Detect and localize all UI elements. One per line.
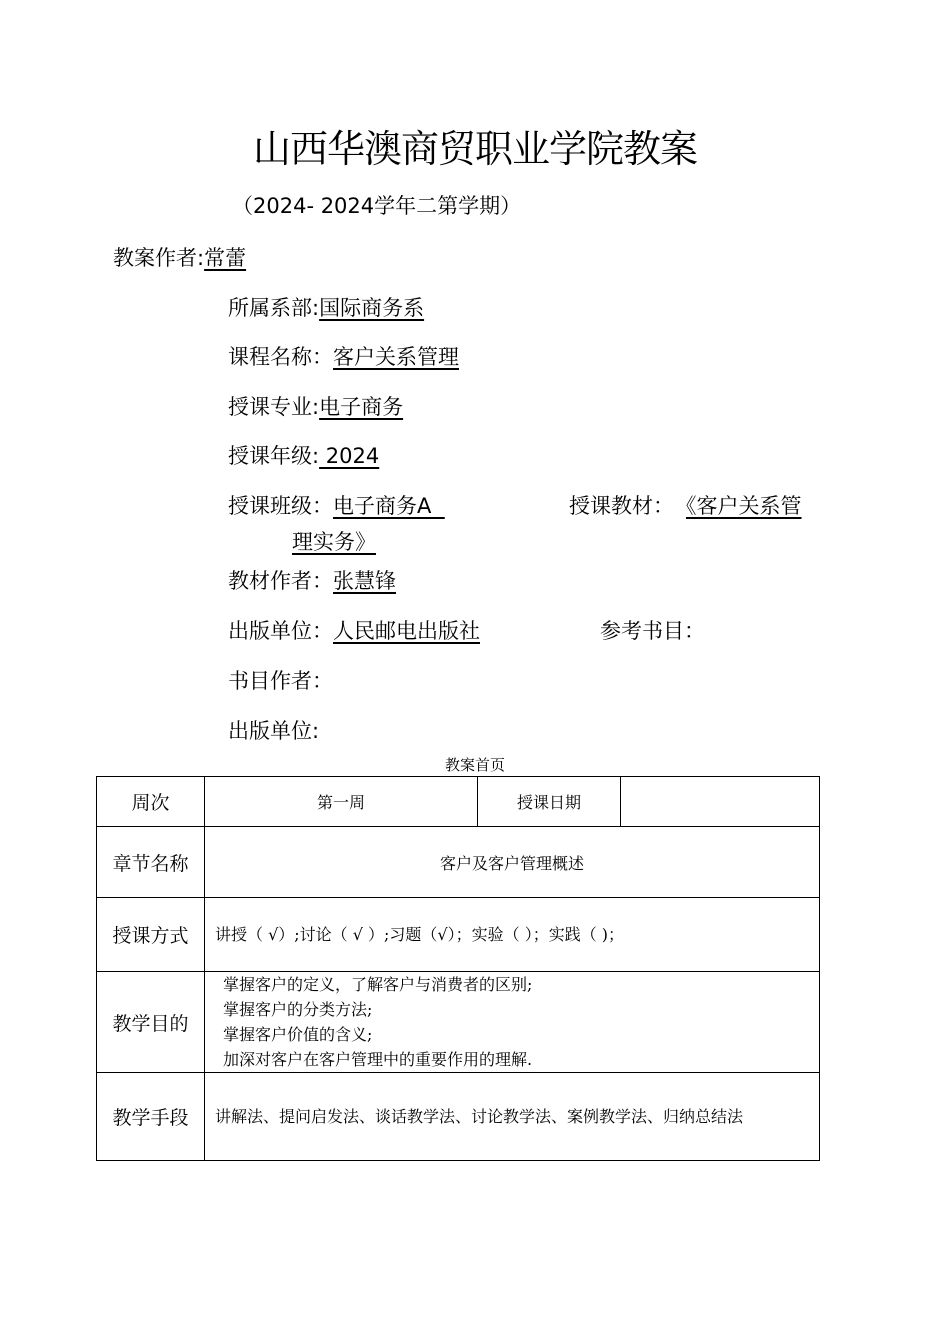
author-label: 教案作者: [113,246,205,270]
objective-item: 掌握客户的分类方法; [223,1000,373,1019]
table-row-week [97,777,820,827]
class-field [228,490,445,520]
textbook-author-value: 张慧锋 [333,569,396,593]
grade-label: 授课年级: [228,444,320,468]
course-field [228,341,459,371]
textbook-author-field [228,565,396,595]
major-field [228,391,403,421]
table-caption: 教案首页 [444,756,505,774]
textbook-field [569,490,802,520]
reference-author-label: 书目作者： [228,669,333,693]
date-value [621,777,820,827]
textbook-author-label: 教材作者： [228,569,333,593]
publisher-value: 人民邮电出版社 [333,619,480,643]
class-value: 电子商务A [333,494,445,518]
academic-term: （2024- 2024学年二第学期） [232,194,522,218]
textbook-value-line1: 《客户关系管 [686,494,802,518]
objective-item: 掌握客户的定义，了解客户与消费者的区别; [223,975,533,994]
department-value: 国际商务系 [319,296,425,320]
table-row-means [97,1073,820,1161]
author-field [113,242,246,272]
date-label: 授课日期 [478,777,621,827]
department-field [228,292,424,322]
document-title: 山西华澳商贸职业学院教案 [252,127,697,171]
reference-field [600,615,705,645]
chapter-value: 客户及客户管理概述 [205,827,820,898]
publisher-label: 出版单位： [228,619,333,643]
textbook-label: 授课教材： [569,494,674,518]
table-row-chapter [97,827,820,898]
week-value: 第一周 [205,777,478,827]
reference-publisher-label: 出版单位: [228,719,320,743]
publisher-field [228,615,480,645]
table-row-objective [97,972,820,1073]
reference-author-field [228,665,333,695]
textbook-field-continued [292,526,376,556]
means-label: 教学手段 [97,1073,205,1161]
course-label: 课程名称： [228,345,333,369]
author-value: 常蕾 [204,246,247,270]
major-value: 电子商务 [319,395,404,419]
department-label: 所属系部: [228,296,320,320]
objective-item: 加深对客户在客户管理中的重要作用的理解. [223,1050,533,1069]
method-label: 授课方式 [97,898,205,972]
reference-publisher-field [228,715,319,745]
grade-field [228,440,379,470]
method-value: 讲授（ √）;讨论（ √ ）;习题（√）；实验（ ）；实践（ )； [205,898,820,972]
grade-value: 2024 [319,444,380,468]
week-label: 周次 [97,777,205,827]
class-label: 授课班级： [228,494,333,518]
means-value: 讲解法、提问启发法、谈话教学法、讨论教学法、案例教学法、归纳总结法 [205,1073,820,1161]
table-row-method [97,898,820,972]
objective-list [205,972,820,1073]
objective-label: 教学目的 [97,972,205,1073]
textbook-value-line2: 理实务》 [292,530,376,554]
lesson-plan-table [96,776,820,1161]
course-value: 客户关系管理 [333,345,459,369]
chapter-label: 章节名称 [97,827,205,898]
objective-item: 掌握客户价值的含义; [223,1025,373,1044]
reference-label: 参考书目： [600,619,705,643]
major-label: 授课专业: [228,395,320,419]
